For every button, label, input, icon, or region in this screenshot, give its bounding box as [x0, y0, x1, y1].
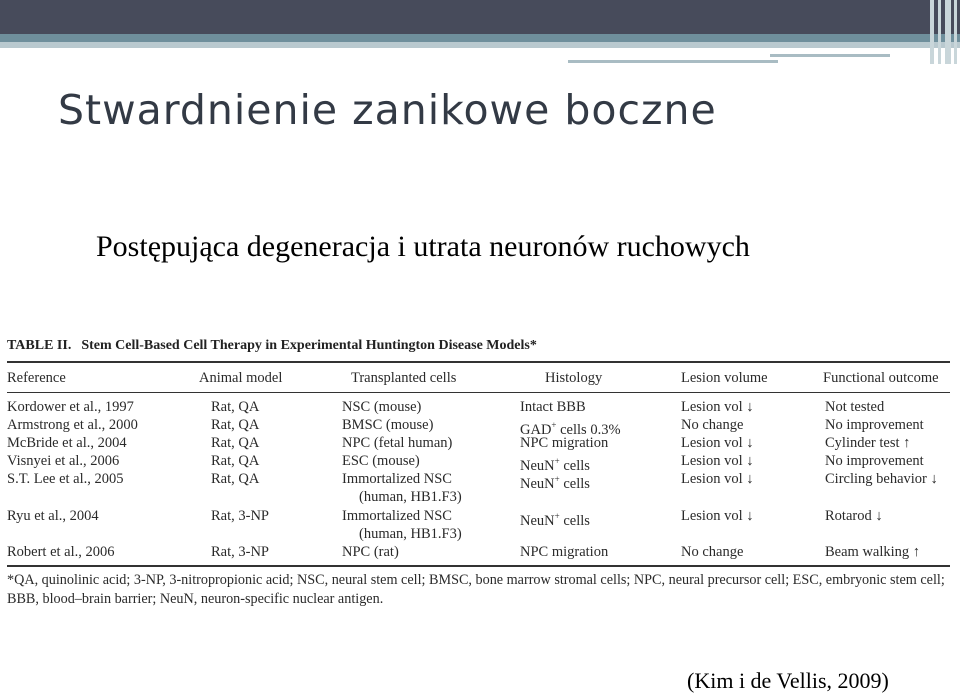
histology-marker: NeuN — [520, 476, 555, 492]
table-cell-histology: Intact BBB — [520, 399, 586, 415]
table-cell-transplanted-cells: Immortalized NSC — [342, 471, 452, 487]
decorative-stripe — [954, 0, 957, 64]
column-header-histology: Histology — [545, 370, 603, 386]
superscript-plus: + — [554, 456, 560, 466]
table-cell-transplanted-cells: NSC (mouse) — [342, 399, 422, 415]
slide-title: Stwardnienie zanikowe boczne — [58, 86, 717, 134]
table-cell-animal-model: Rat, 3-NP — [211, 544, 269, 560]
table-cell-lesion-volume: Lesion vol ↓ — [681, 435, 754, 451]
decorative-stripe — [945, 0, 951, 64]
table-cell-functional-outcome: No improvement — [825, 453, 924, 469]
table-cell-histology — [520, 470, 590, 493]
table-cell-functional-outcome: Circling behavior ↓ — [825, 471, 938, 487]
table-caption — [7, 338, 537, 354]
top-light-band — [0, 42, 960, 48]
column-header-functional-outcome: Functional outcome — [823, 370, 939, 386]
table-cell-transplanted-cells-line2: (human, HB1.F3) — [359, 489, 462, 505]
table-cell-lesion-volume: No change — [681, 544, 744, 560]
table-cell-reference: Robert et al., 2006 — [7, 544, 115, 560]
slide-subtitle: Postępująca degeneracja i utrata neuronów ruchowych — [96, 230, 750, 263]
histology-detail: cells — [559, 476, 590, 492]
table-cell-lesion-volume: Lesion vol ↓ — [681, 453, 754, 469]
table-cell-functional-outcome: Beam walking ↑ — [825, 544, 921, 560]
table-cell-transplanted-cells: BMSC (mouse) — [342, 417, 434, 433]
column-header-transplanted-cells: Transplanted cells — [351, 370, 457, 386]
table-cell-functional-outcome: Not tested — [825, 399, 885, 415]
table-cell-animal-model: Rat, QA — [211, 399, 260, 415]
histology-marker: GAD — [520, 422, 552, 438]
histology-detail: cells 0.3% — [556, 422, 621, 438]
decorative-line — [770, 54, 890, 57]
table-label: TABLE II. — [7, 338, 72, 353]
histology-marker: NeuN — [520, 513, 555, 529]
table-cell-transplanted-cells: Immortalized NSC — [342, 508, 452, 524]
table-cell-animal-model: Rat, QA — [211, 471, 260, 487]
table-cell-reference: Ryu et al., 2004 — [7, 508, 99, 524]
table-cell-lesion-volume: Lesion vol ↓ — [681, 508, 754, 524]
decorative-stripe — [930, 0, 934, 64]
table-cell-functional-outcome: Cylinder test ↑ — [825, 435, 911, 451]
table-cell-reference: Visnyei et al., 2006 — [7, 453, 120, 469]
table-cell-histology: NPC migration — [520, 435, 609, 451]
table-cell-reference: S.T. Lee et al., 2005 — [7, 471, 124, 487]
table-footnote: *QA, quinolinic acid; 3-NP, 3-nitropropionic acid; NSC, neural stem cell; BMSC, bone marrow stromal cells; NPC, neural precursor cell; ESC, embryonic stem cell; BBB, blood–brain barrier; NeuN, neuron-specific nuclear antigen. — [7, 572, 945, 607]
table-cell-reference: Armstrong et al., 2000 — [7, 417, 138, 433]
citation: (Kim i de Vellis, 2009) — [687, 668, 889, 693]
superscript-plus: + — [551, 420, 557, 430]
table-cell-lesion-volume: Lesion vol ↓ — [681, 399, 754, 415]
table-cell-lesion-volume: Lesion vol ↓ — [681, 471, 754, 487]
top-decorative-bar — [0, 0, 960, 34]
column-header-lesion-volume: Lesion volume — [681, 370, 768, 386]
table-cell-animal-model: Rat, QA — [211, 435, 260, 451]
table-header-rule — [7, 392, 950, 393]
table-cell-transplanted-cells: NPC (fetal human) — [342, 435, 453, 451]
table-cell-reference: McBride et al., 2004 — [7, 435, 127, 451]
table-cell-animal-model: Rat, QA — [211, 417, 260, 433]
histology-marker: NeuN — [520, 458, 555, 474]
table-cell-animal-model: Rat, QA — [211, 453, 260, 469]
table-top-rule — [7, 361, 950, 363]
table-cell-transplanted-cells: NPC (rat) — [342, 544, 399, 560]
table-cell-functional-outcome: Rotarod ↓ — [825, 508, 883, 524]
table-cell-animal-model: Rat, 3-NP — [211, 508, 269, 524]
table-cell-histology — [520, 507, 590, 530]
top-accent-band — [0, 34, 960, 42]
table-cell-transplanted-cells: ESC (mouse) — [342, 453, 420, 469]
decorative-stripe — [938, 0, 941, 64]
histology-detail: cells — [559, 513, 590, 529]
decorative-line — [568, 60, 778, 63]
superscript-plus: + — [554, 511, 560, 521]
table-title: Stem Cell-Based Cell Therapy in Experimental Huntington Disease Models* — [81, 338, 537, 353]
table-cell-functional-outcome: No improvement — [825, 417, 924, 433]
table-bottom-rule — [7, 565, 950, 567]
table-cell-histology: NPC migration — [520, 544, 609, 560]
table-cell-lesion-volume: No change — [681, 417, 744, 433]
table-cell-transplanted-cells-line2: (human, HB1.F3) — [359, 526, 462, 542]
superscript-plus: + — [554, 474, 560, 484]
histology-detail: cells — [559, 458, 590, 474]
column-header-animal-model: Animal model — [199, 370, 283, 386]
table-cell-reference: Kordower et al., 1997 — [7, 399, 134, 415]
column-header-reference: Reference — [7, 370, 66, 386]
